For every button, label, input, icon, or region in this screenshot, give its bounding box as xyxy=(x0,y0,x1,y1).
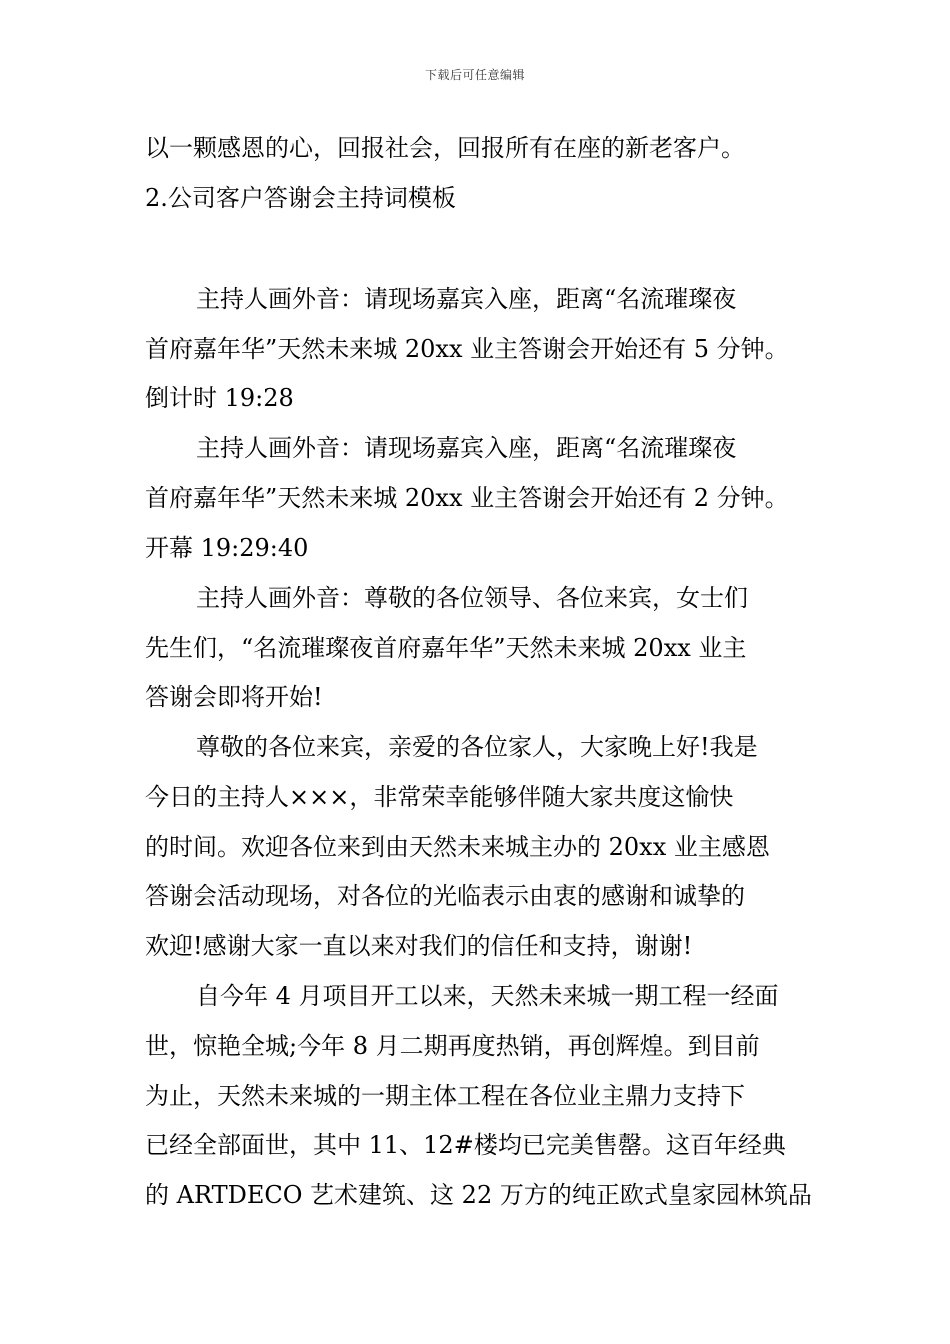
section-heading: 2.公司客户答谢会主持词模板 xyxy=(145,184,456,212)
text-line: 自今年 4 月项目开工以来，天然未来城一期工程一经面 xyxy=(196,982,779,1010)
text-line: 倒计时 19:28 xyxy=(145,384,294,412)
text-line: 答谢会即将开始! xyxy=(145,683,323,711)
text-line: 先生们，“名流璀璨夜首府嘉年华”天然未来城 20xx 业主 xyxy=(145,634,747,662)
text-line: 今日的主持人×××，非常荣幸能够伴随大家共度这愉快 xyxy=(145,783,734,811)
page-header: 下载后可任意编辑 xyxy=(424,68,525,82)
text-line: 首府嘉年华”天然未来城 20xx 业主答谢会开始还有 5 分钟。 xyxy=(145,335,789,363)
text-line: 世，惊艳全城;今年 8 月二期再度热销，再创辉煌。到目前 xyxy=(145,1032,760,1060)
text-line: 首府嘉年华”天然未来城 20xx 业主答谢会开始还有 2 分钟。 xyxy=(145,484,789,512)
text-line: 为止，天然未来城的一期主体工程在各位业主鼎力支持下 xyxy=(145,1082,745,1110)
text-line: 答谢会活动现场，对各位的光临表示由衷的感谢和诚挚的 xyxy=(145,882,745,910)
text-line: 尊敬的各位来宾，亲爱的各位家人，大家晚上好!我是 xyxy=(196,733,758,761)
text-line: 主持人画外音：请现场嘉宾入座，距离“名流璀璨夜 xyxy=(196,434,737,462)
text-line: 开幕 19:29:40 xyxy=(145,534,309,562)
text-line: 欢迎!感谢大家一直以来对我们的信任和支持，谢谢! xyxy=(145,932,693,960)
text-line: 以一颗感恩的心，回报社会，回报所有在座的新老客户。 xyxy=(145,134,745,162)
text-line: 的时间。欢迎各位来到由天然未来城主办的 20xx 业主感恩 xyxy=(145,833,770,861)
text-line: 已经全部面世，其中 11、12#楼均已完美售罄。这百年经典 xyxy=(145,1131,786,1159)
text-line: 的 ARTDECO 艺术建筑、这 22 万方的纯正欧式皇家园林筑品 xyxy=(145,1181,812,1209)
text-line: 主持人画外音：请现场嘉宾入座，距离“名流璀璨夜 xyxy=(196,285,737,313)
text-line: 主持人画外音：尊敬的各位领导、各位来宾，女士们 xyxy=(196,584,748,612)
